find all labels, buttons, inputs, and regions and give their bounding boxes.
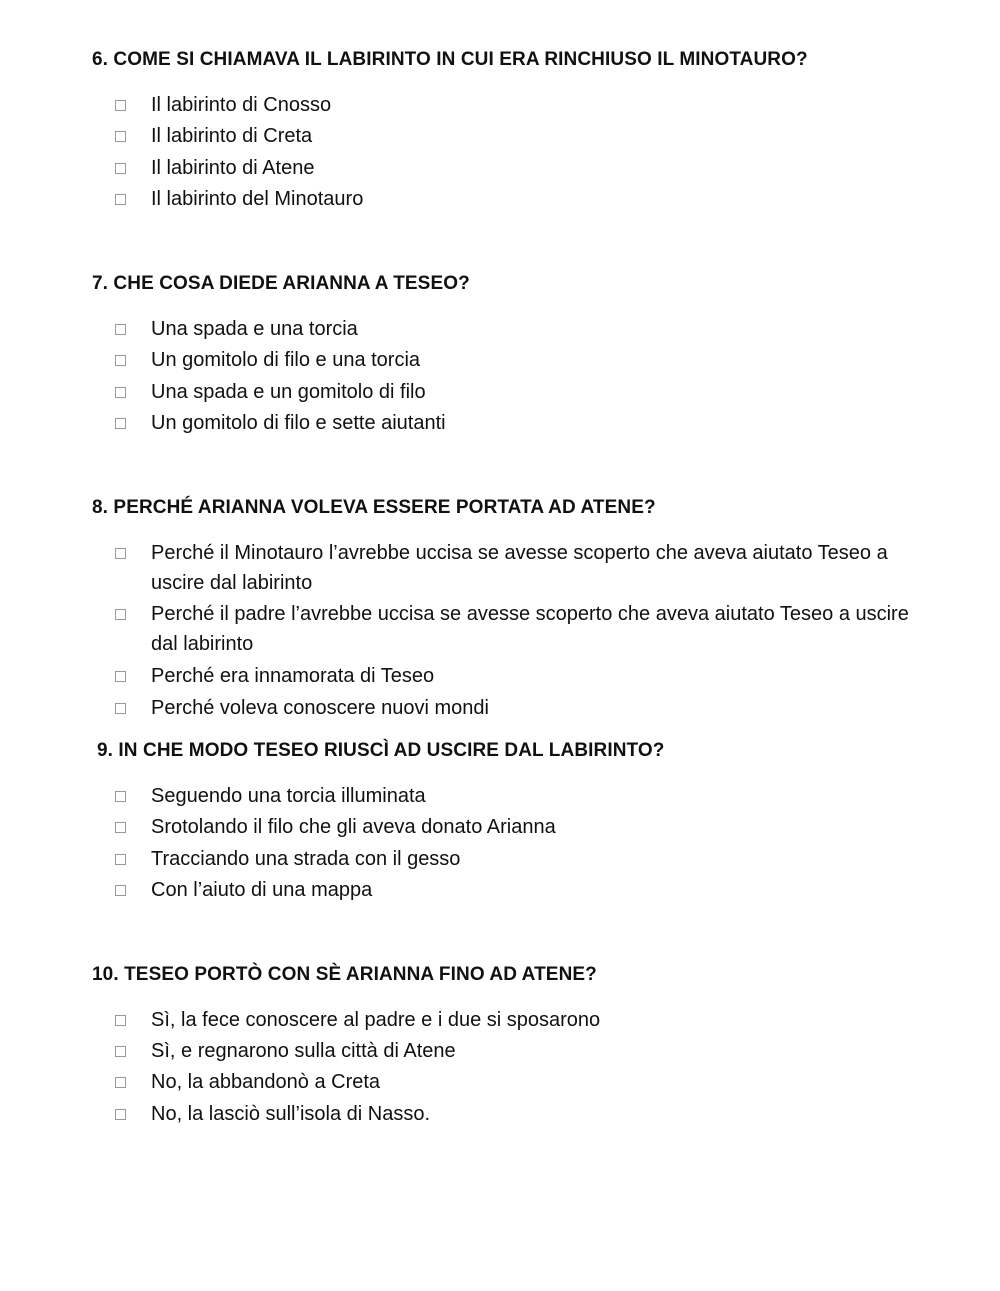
option-label: Il labirinto di Cnosso [151, 94, 332, 116]
option-label: Sì, e regnarono sulla città di Atene [151, 1040, 456, 1062]
option-label: No, la abbandonò a Creta [151, 1071, 381, 1093]
option-label: Una spada e un gomitolo di filo [151, 381, 426, 403]
question-title: 7. CHE COSA DIEDE ARIANNA A TESEO? [92, 273, 470, 294]
question-title: 8. PERCHÉ ARIANNA VOLEVA ESSERE PORTATA AD ATENE? [92, 497, 656, 518]
option-label: Srotolando il filo che gli aveva donato Arianna [151, 816, 556, 838]
checkbox-icon[interactable] [115, 418, 126, 429]
checkbox-icon[interactable] [115, 791, 126, 802]
checkbox-icon[interactable] [115, 1109, 126, 1120]
option-label: Sì, la fece conoscere al padre e i due si sposarono [151, 1009, 601, 1031]
question-title: 9. IN CHE MODO TESEO RIUSCÌ AD USCIRE DAL LABIRINTO? [97, 740, 665, 761]
checkbox-icon[interactable] [115, 1077, 126, 1088]
checkbox-icon[interactable] [115, 163, 126, 174]
checkbox-icon[interactable] [115, 854, 126, 865]
checkbox-icon[interactable] [115, 703, 126, 714]
question-title: 10. TESEO PORTÒ CON SÈ ARIANNA FINO AD ATENE? [92, 964, 597, 985]
option-label: Perché il padre l’avrebbe uccisa se avesse scoperto che aveva aiutato Teseo a uscire dal labirinto [151, 603, 909, 655]
checkbox-icon[interactable] [115, 131, 126, 142]
checkbox-icon[interactable] [115, 1015, 126, 1026]
option-label: Un gomitolo di filo e una torcia [151, 349, 421, 371]
checkbox-icon[interactable] [115, 355, 126, 366]
checkbox-icon[interactable] [115, 885, 126, 896]
option-label: Perché era innamorata di Teseo [151, 665, 435, 687]
checkbox-icon[interactable] [115, 609, 126, 620]
option-label: Tracciando una strada con il gesso [151, 848, 461, 870]
option-label: No, la lasciò sull’isola di Nasso. [151, 1103, 431, 1125]
option-label: Il labirinto del Minotauro [151, 188, 364, 210]
option-label: Perché il Minotauro l’avrebbe uccisa se avesse scoperto che aveva aiutato Teseo a uscire dal labirinto [151, 542, 888, 594]
option-label: Con l’aiuto di una mappa [151, 879, 373, 901]
checkbox-icon[interactable] [115, 387, 126, 398]
option-label: Perché voleva conoscere nuovi mondi [151, 697, 489, 719]
checkbox-icon[interactable] [115, 671, 126, 682]
checkbox-icon[interactable] [115, 822, 126, 833]
checkbox-icon[interactable] [115, 324, 126, 335]
checkbox-icon[interactable] [115, 194, 126, 205]
checkbox-icon[interactable] [115, 548, 126, 559]
option-label: Il labirinto di Atene [151, 157, 315, 179]
option-label: Una spada e una torcia [151, 318, 358, 340]
question-title: 6. COME SI CHIAMAVA IL LABIRINTO IN CUI ERA RINCHIUSO IL MINOTAURO? [92, 49, 808, 70]
option-label: Seguendo una torcia illuminata [151, 785, 426, 807]
option-label: Un gomitolo di filo e sette aiutanti [151, 412, 446, 434]
checkbox-icon[interactable] [115, 1046, 126, 1057]
option-label: Il labirinto di Creta [151, 125, 313, 147]
checkbox-icon[interactable] [115, 100, 126, 111]
